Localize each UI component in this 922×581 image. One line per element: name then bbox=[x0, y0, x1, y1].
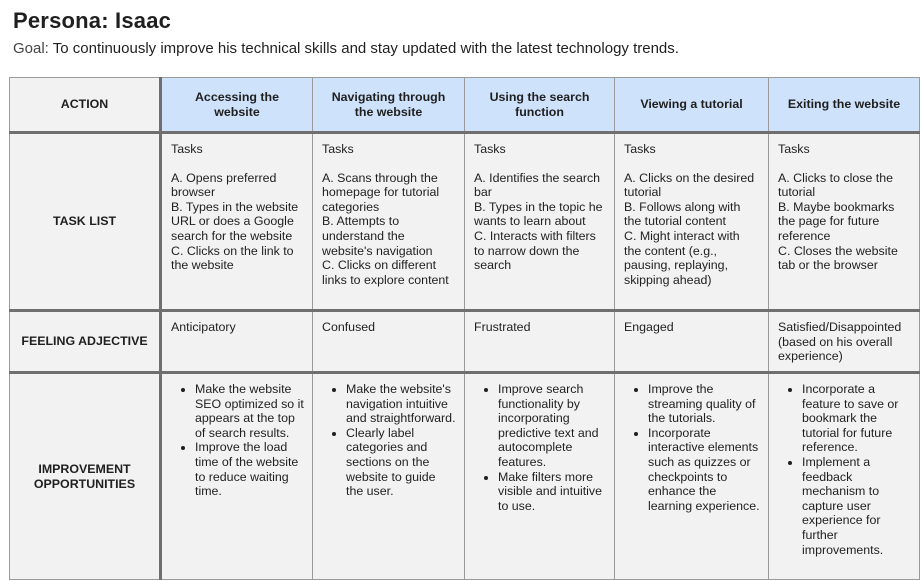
feeling-text: Anticipatory bbox=[171, 320, 236, 334]
goal-line bbox=[13, 40, 679, 57]
stage-header-accessing: Accessing the website bbox=[161, 78, 313, 133]
improvement-cell bbox=[161, 373, 313, 580]
tasks-heading: Tasks bbox=[624, 142, 656, 156]
task-item: A. Identifies the search bar bbox=[474, 170, 601, 200]
improvement-list bbox=[778, 382, 911, 557]
improvement-item: • Incorporate a feature to save or bookmark the tutorial for future reference. bbox=[802, 382, 911, 455]
tasks-cell bbox=[313, 133, 465, 311]
task-item: B. Types in the website URL or does a Google search for the website bbox=[171, 199, 299, 243]
feeling-cell bbox=[465, 311, 615, 373]
feeling-text: Satisfied/Disappointed (based on his overall experience) bbox=[778, 320, 902, 364]
page-title: Persona: Isaac bbox=[13, 8, 172, 33]
task-item: A. Scans through the homepage for tutorial categories bbox=[322, 170, 440, 214]
tasks-cell bbox=[769, 133, 920, 311]
improvement-item: • Improve search functionality by incorporating predictive text and autocomplete features. bbox=[498, 382, 606, 470]
task-item: B. Attempts to understand the website's navigation bbox=[322, 214, 433, 258]
improvement-item: • Improve the load time of the website to reduce waiting time. bbox=[195, 440, 304, 498]
improvement-cell bbox=[769, 373, 920, 580]
stage-header-searching: Using the search function bbox=[465, 78, 615, 133]
goal-label: Goal: bbox=[13, 40, 49, 57]
task-item: B. Follows along with the tutorial content bbox=[624, 199, 741, 229]
feeling-cell bbox=[769, 311, 920, 373]
header-row bbox=[10, 78, 920, 133]
stage-header-navigating: Navigating through the website bbox=[313, 78, 465, 133]
action-header: ACTION bbox=[10, 78, 161, 133]
task-item: C. Clicks on different links to explore content bbox=[322, 258, 449, 287]
task-item: C. Clicks on the link to the website bbox=[171, 243, 294, 273]
tasks-heading: Tasks bbox=[171, 142, 203, 156]
tasks-heading: Tasks bbox=[778, 142, 810, 156]
improvement-cell bbox=[615, 373, 769, 580]
task-item: B. Types in the topic he wants to learn about bbox=[474, 199, 603, 229]
task-list-row bbox=[10, 133, 920, 311]
journey-map-table bbox=[9, 77, 920, 580]
improvement-item: • Incorporate interactive elements such as quizzes or checkpoints to enhance the learning experience. bbox=[648, 426, 760, 514]
improvement-list bbox=[624, 382, 760, 513]
improvement-item: • Make the website SEO optimized so it appears at the top of search results. bbox=[195, 382, 304, 440]
tasks-cell bbox=[161, 133, 313, 311]
stage-header-viewing: Viewing a tutorial bbox=[615, 78, 769, 133]
improvement-item: • Make filters more visible and intuitive to use. bbox=[498, 470, 606, 514]
improvement-item: • Improve the streaming quality of the tutorials. bbox=[648, 382, 760, 426]
goal-text: To continuously improve his technical skills and stay updated with the latest technology trends. bbox=[52, 40, 679, 57]
feeling-text: Frustrated bbox=[474, 320, 531, 334]
feeling-cell bbox=[313, 311, 465, 373]
feeling-cell bbox=[161, 311, 313, 373]
feeling-row bbox=[10, 311, 920, 373]
feeling-cell bbox=[615, 311, 769, 373]
task-item: A. Clicks to close the tutorial bbox=[778, 170, 894, 200]
improvement-cell bbox=[313, 373, 465, 580]
tasks-heading: Tasks bbox=[474, 142, 506, 156]
improvement-list bbox=[171, 382, 304, 499]
task-item: A. Opens preferred browser bbox=[171, 170, 277, 200]
tasks-cell bbox=[465, 133, 615, 311]
task-item: A. Clicks on the desired tutorial bbox=[624, 170, 755, 200]
tasks-cell bbox=[615, 133, 769, 311]
task-item: C. Might interact with the content (e.g., pausing, replaying, skipping ahead) bbox=[624, 228, 740, 287]
improvement-list bbox=[474, 382, 606, 513]
task-item: C. Interacts with filters to narrow down the search bbox=[474, 228, 596, 273]
improvement-item: • Clearly label categories and sections on the website to guide the user. bbox=[346, 426, 456, 499]
improvement-opportunities-label: IMPROVEMENT OPPORTUNITIES bbox=[10, 373, 161, 580]
tasks-heading: Tasks bbox=[322, 142, 354, 156]
improvement-item: • Implement a feedback mechanism to capture user experience for further improvements. bbox=[802, 455, 911, 557]
feeling-text: Confused bbox=[322, 320, 376, 334]
feeling-adjective-label: FEELING ADJECTIVE bbox=[10, 311, 161, 373]
improvement-row bbox=[10, 373, 920, 580]
task-list-label: TASK LIST bbox=[10, 133, 161, 311]
task-item: C. Closes the website tab or the browser bbox=[778, 243, 898, 273]
improvement-list bbox=[322, 382, 456, 499]
task-item: B. Maybe bookmarks the page for future reference bbox=[778, 199, 895, 243]
stage-header-exiting: Exiting the website bbox=[769, 78, 920, 133]
improvement-cell bbox=[465, 373, 615, 580]
feeling-text: Engaged bbox=[624, 320, 674, 334]
improvement-item: • Make the website's navigation intuitive and straightforward. bbox=[346, 382, 456, 426]
